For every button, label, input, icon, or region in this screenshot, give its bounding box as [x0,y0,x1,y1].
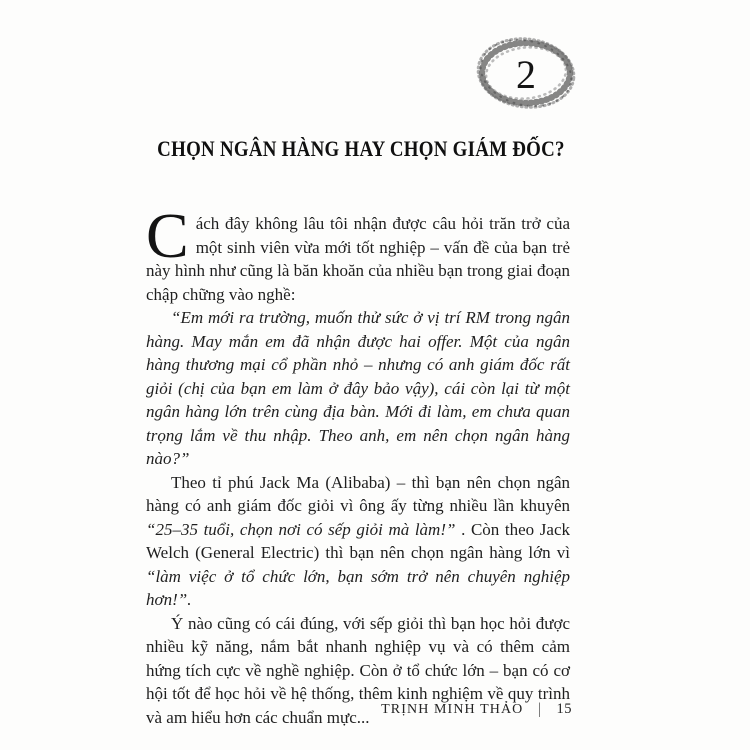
chapter-title-row [148,136,574,162]
chapter-ornament [476,34,576,112]
jack-ma-quote: “25–35 tuổi, chọn nơi có sếp giỏi mà làm!” [146,519,456,539]
paragraph-student-quote: “Em mới ra trường, muốn thử sức ở vị trí RM trong ngân hàng. May mắn em đã nhận được hai offer. Một của ngân hàng thương mại cổ phần nhỏ – nhưng có anh giám đốc rất giỏi (chị của bạn em làm ở đây bảo vậy), cái còn lại từ một ngân hàng lớn trên cùng địa bàn. Mới đi làm, em chưa quan trọng lắm về thu nhập. Theo anh, em nên chọn ngân hàng nào?” [146,308,570,468]
chapter-title: CHỌN NGÂN HÀNG HAY CHỌN GIÁM ĐỐC? [157,136,565,161]
page-number: 15 [556,701,572,717]
paragraph-intro [146,200,570,306]
paragraph-conclusion: Ý nào cũng có cái đúng, với sếp giỏi thì bạn học hỏi được nhiều kỹ năng, nắm bắt nhanh nghiệp vụ và có thêm cảm hứng tích cực về nghề nghiệp. Còn ở tổ chức lớn – bạn có cơ hội tốt để học hỏi về hệ thống, thêm kinh nghiệm về quy trình và am hiểu hơn các chuẩn mực... [146,613,570,727]
jack-welch-quote: “làm việc ở tổ chức lớn, bạn sớm trở nên chuyên nghiệp hơn!”. [146,566,570,609]
footer-separator: | [537,700,542,719]
chapter-number: 2 [516,51,536,97]
page-footer [148,701,572,718]
paragraph-advice-text-2: . Còn theo Jack Welch (General Electric) thì bạn nên chọn ngân hàng lớn vì [146,519,571,562]
author-name: TRỊNH MINH THẢO [381,702,524,717]
drop-cap: C [146,200,189,271]
paragraph-advice-text-1: Theo tỉ phú Jack Ma (Alibaba) – thì bạn nên chọn ngân hàng có anh giám đốc giỏi vì ông ấy từng nhiều lần khuyên [146,472,570,515]
page-body [146,200,571,729]
paragraph-advice [146,471,570,612]
paragraph-intro-text: ách đây không lâu tôi nhận được câu hỏi trăn trở của một sinh viên vừa mới tốt nghiệp – vấn đề của bạn trẻ này hình như cũng là băn khoăn của nhiều bạn trong giai đoạn chập chững vào nghề: [146,214,570,304]
